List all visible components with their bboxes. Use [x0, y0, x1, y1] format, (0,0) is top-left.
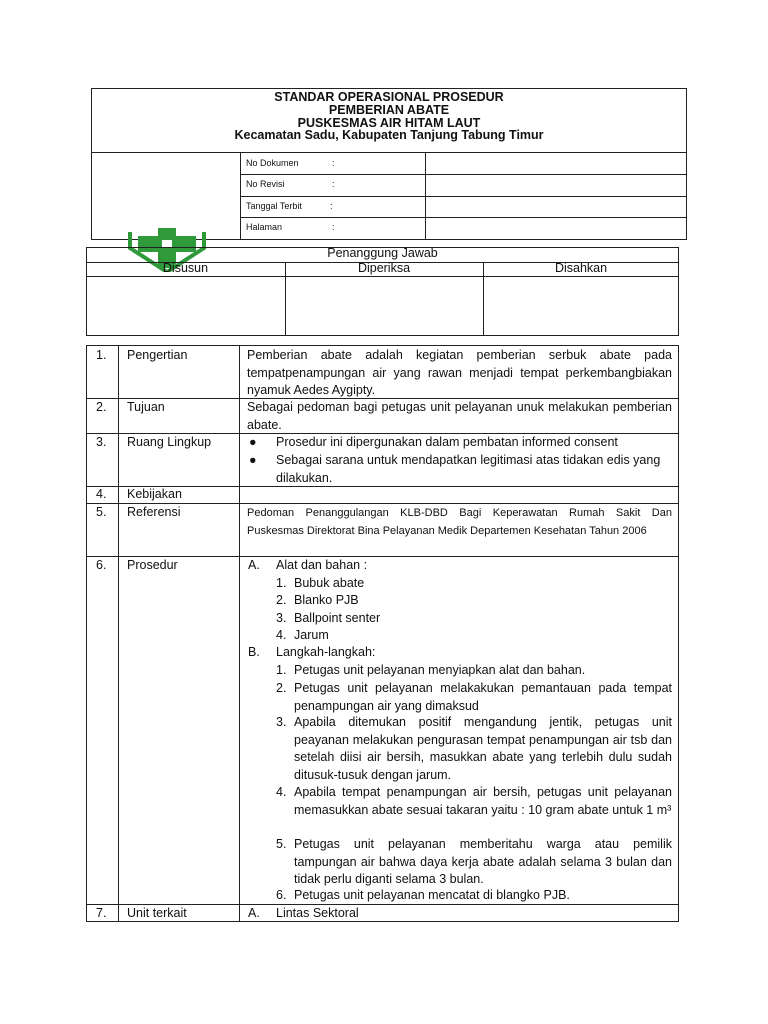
list-item: Petugas unit pelayanan melakakukan pemantauan pada tempat penampungan air yang dimaksud	[294, 681, 672, 713]
list-number: 2.	[276, 593, 287, 607]
row-number: 6.	[96, 558, 107, 572]
bullet-dot: ●	[249, 435, 257, 449]
bullet-item: Sebagai sarana untuk mendapatkan legitimasi atas tidakan edis yang dilakukan.	[276, 453, 661, 485]
title-line-1: STANDAR OPERASIONAL PROSEDUR	[274, 90, 504, 104]
list-item: Blanko PJB	[294, 593, 359, 607]
meta-colon: :	[332, 179, 335, 189]
list-number: 3.	[276, 611, 287, 625]
list-number: 3.	[276, 715, 287, 729]
section-title: Lintas Sektoral	[276, 906, 359, 920]
signature-col-disusun: Disusun	[162, 261, 209, 275]
list-item: Jarum	[294, 628, 329, 642]
list-item: Apabila tempat penampungan air bersih, petugas unit pelayanan memasukkan abate sesuai takaran yaitu : 10 gram abate untuk 1 m³	[294, 785, 672, 817]
list-item: Petugas unit pelayanan memberitahu warga atau pemilik tampungan air bahwa daya kerja abate adalah selama 3 bulan dan tidak perlu diganti selama 3 bulan.	[294, 837, 672, 886]
meta-colon: :	[332, 158, 335, 168]
section-letter: B.	[248, 645, 260, 659]
row-number: 1.	[96, 348, 107, 362]
row-label: Referensi	[127, 505, 181, 519]
list-number: 4.	[276, 785, 287, 799]
row-label: Prosedur	[127, 558, 178, 572]
bullet-dot: ●	[249, 453, 257, 467]
row-number: 7.	[96, 906, 107, 920]
list-item: Bubuk abate	[294, 576, 365, 590]
section-title: Alat dan bahan :	[276, 558, 368, 572]
row-number: 2.	[96, 400, 107, 414]
list-item: Petugas unit pelayanan menyiapkan alat dan bahan.	[294, 663, 586, 677]
row-label: Tujuan	[127, 400, 165, 414]
section-letter: A.	[248, 906, 260, 920]
title-line-4: Kecamatan Sadu, Kabupaten Tanjung Tabung Timur	[234, 128, 544, 143]
meta-no-revisi	[246, 179, 421, 189]
meta-label: No Revisi	[246, 179, 285, 189]
section-letter: A.	[248, 558, 260, 572]
row-label: Ruang Lingkup	[127, 435, 212, 449]
list-number: 5.	[276, 837, 287, 851]
list-item: Ballpoint senter	[294, 611, 381, 625]
meta-label: Tanggal Terbit	[246, 201, 302, 211]
doc-title	[91, 91, 687, 142]
row-label: Pengertian	[127, 348, 188, 362]
row-text-pengertian: Pemberian abate adalah kegiatan pemberian serbuk abate pada tempatpenampungan air yang rawan menjadi tempat perkembangbiakan nyamuk Aedes Aygipty.	[247, 348, 672, 397]
list-number: 1.	[276, 663, 287, 677]
row-text-tujuan: Sebagai pedoman bagi petugas unit pelayanan unuk melakukan pemberian abate.	[247, 400, 672, 432]
row-number: 4.	[96, 487, 107, 501]
row-label: Kebijakan	[127, 487, 182, 501]
meta-halaman	[246, 222, 421, 232]
signature-heading: Penanggung Jawab	[327, 246, 438, 260]
list-number: 6.	[276, 888, 287, 902]
row-label: Unit terkait	[127, 906, 187, 920]
list-number: 4.	[276, 628, 287, 642]
meta-colon: :	[330, 201, 333, 211]
signature-col-diperiksa: Diperiksa	[357, 261, 411, 275]
list-number: 1.	[276, 576, 287, 590]
signature-col-disahkan: Disahkan	[554, 261, 608, 275]
section-title: Langkah-langkah:	[276, 645, 376, 659]
row-number: 3.	[96, 435, 107, 449]
meta-colon: :	[332, 222, 335, 232]
title-line-3: PUSKESMAS AIR HITAM LAUT	[297, 115, 481, 130]
meta-tanggal-terbit	[246, 201, 421, 211]
meta-no-dokumen	[246, 158, 421, 168]
list-item: Apabila ditemukan positif mengandung jentik, petugas unit peayanan melakukan pengurasan tempat penampungan air tsb dan setelah diisi air bersih, masukkan abate yang terlebih dulu sudah ditusuk-tusuk dengan jarum.	[294, 715, 672, 782]
title-line-2: PEMBERIAN ABATE	[328, 102, 450, 117]
row-number: 5.	[96, 505, 107, 519]
meta-label: Halaman	[246, 222, 283, 232]
list-item: Petugas unit pelayanan mencatat di blangko PJB.	[294, 888, 570, 902]
row-text-referensi: Pedoman Penanggulangan KLB-DBD Bagi Keperawatan Rumah Sakit Dan Puskesmas Direktorat Bina Pelayanan Medik Departemen Kesehatan Tahun 2006	[247, 507, 672, 537]
meta-label: No Dokumen	[246, 158, 299, 168]
bullet-item: Prosedur ini dipergunakan dalam pembatan informed consent	[276, 435, 618, 449]
list-number: 2.	[276, 681, 287, 695]
